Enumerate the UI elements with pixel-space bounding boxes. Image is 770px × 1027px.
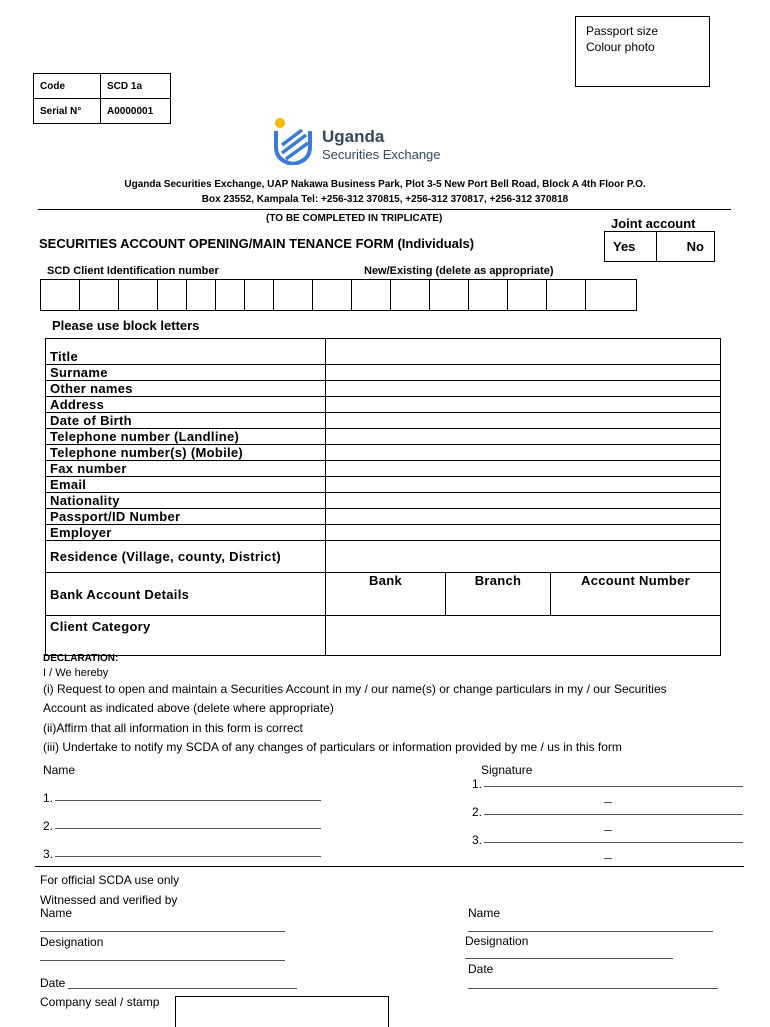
signature-3-number: 3.: [472, 833, 483, 847]
header-divider: [38, 209, 731, 210]
field-client-category-label: Client Category: [46, 616, 326, 656]
field-title-label: Title: [46, 339, 326, 365]
declaration-item1b: Account as indicated above (delete where appropriate): [43, 701, 334, 715]
field-email-label: Email: [46, 477, 326, 493]
official-name-label-right: Name: [468, 906, 501, 920]
field-tel-landline-input[interactable]: [326, 429, 721, 445]
id-box[interactable]: [118, 279, 158, 311]
field-employer-input[interactable]: [326, 525, 721, 541]
field-surname-label: Surname: [46, 365, 326, 381]
serial-value: A0000001: [101, 99, 171, 124]
id-box[interactable]: [585, 279, 637, 311]
field-address-label: Address: [46, 397, 326, 413]
address-line2: Box 23552, Kampala Tel: +256-312 370815, +256-312 370817, +256-312 370818: [201, 194, 569, 205]
field-fax-input[interactable]: [326, 461, 721, 477]
field-tel-mobile-input[interactable]: [326, 445, 721, 461]
witnessed-label: Witnessed and verified by: [40, 893, 178, 907]
address-line1: Uganda Securities Exchange, UAP Nakawa Business Park, Plot 3-5 New Port Bell Road, Block A 4th Floor P.O.: [124, 179, 646, 190]
id-box[interactable]: [429, 279, 469, 311]
field-other-names-label: Other names: [46, 381, 326, 397]
code-label: Code: [34, 74, 101, 99]
joint-account-box: [604, 231, 715, 262]
official-designation-line-right[interactable]: [465, 958, 673, 959]
official-divider: [35, 866, 744, 867]
field-title-input[interactable]: [326, 339, 721, 365]
id-box[interactable]: [507, 279, 547, 311]
official-date-label-left: Date: [40, 976, 66, 990]
id-box[interactable]: [186, 279, 216, 311]
signature-3-line[interactable]: [484, 842, 743, 843]
field-email-input[interactable]: [326, 477, 721, 493]
signature-2-number: 2.: [472, 805, 483, 819]
joint-no[interactable]: No: [686, 239, 704, 254]
code-value: SCD 1a: [101, 74, 171, 99]
field-dob-input[interactable]: [326, 413, 721, 429]
logo-name: Uganda: [322, 127, 385, 146]
id-box[interactable]: [546, 279, 586, 311]
joint-account-label: Joint account: [611, 216, 696, 231]
official-designation-label-left: Designation: [40, 935, 104, 949]
photo-box-line2: Colour photo: [586, 40, 655, 54]
field-address-input[interactable]: [326, 397, 721, 413]
id-box[interactable]: [40, 279, 80, 311]
declaration-item1a: (i) Request to open and maintain a Securities Account in my / our name(s) or change particulars in my / our Securities: [43, 682, 667, 696]
id-box[interactable]: [215, 279, 245, 311]
id-box[interactable]: [273, 279, 313, 311]
new-existing-label: New/Existing (delete as appropriate): [364, 265, 554, 277]
personal-details-table: [45, 338, 721, 656]
form-title: SECURITIES ACCOUNT OPENING/MAIN TENANCE FORM (Individuals): [39, 236, 475, 251]
declaration-heading: DECLARATION:: [43, 653, 119, 664]
official-date-label-right: Date: [468, 962, 494, 976]
field-tel-mobile-label: Telephone number(s) (Mobile): [46, 445, 326, 461]
signature-3-tail: [604, 858, 612, 859]
official-heading: For official SCDA use only: [40, 873, 180, 887]
signature-1-tail: [604, 802, 612, 803]
serial-label: Serial N°: [34, 99, 101, 124]
name-2-line[interactable]: [55, 828, 321, 829]
use-logo-icon: [272, 117, 318, 165]
field-residence-label: Residence (Village, county, District): [46, 541, 326, 573]
company-seal-box[interactable]: [175, 996, 389, 1027]
field-dob-label: Date of Birth: [46, 413, 326, 429]
official-name-label-left: Name: [40, 906, 73, 920]
passport-photo-box[interactable]: [575, 16, 710, 87]
name-1-line[interactable]: [55, 800, 321, 801]
company-seal-label: Company seal / stamp: [40, 995, 160, 1009]
signature-1-number: 1.: [472, 777, 483, 791]
name-2-number: 2.: [43, 819, 54, 833]
official-name-line-left[interactable]: [40, 931, 285, 932]
bank-column[interactable]: Bank: [326, 573, 446, 616]
field-other-names-input[interactable]: [326, 381, 721, 397]
use-logo: [272, 117, 472, 167]
official-date-line-right[interactable]: [468, 988, 718, 989]
logo-sub: Securities Exchange: [322, 147, 441, 162]
triplicate-note: (TO BE COMPLETED IN TRIPLICATE): [266, 213, 443, 224]
field-tel-landline-label: Telephone number (Landline): [46, 429, 326, 445]
name-3-line[interactable]: [55, 856, 321, 857]
joint-yes[interactable]: Yes: [605, 232, 657, 261]
field-passport-label: Passport/ID Number: [46, 509, 326, 525]
id-box[interactable]: [351, 279, 391, 311]
id-box[interactable]: [468, 279, 508, 311]
signature-1-line[interactable]: [484, 786, 743, 787]
field-residence-input[interactable]: [326, 541, 721, 573]
name-1-number: 1.: [43, 791, 54, 805]
scd-id-boxes: [41, 279, 637, 311]
field-client-category-input[interactable]: [326, 616, 721, 656]
branch-column[interactable]: Branch: [446, 573, 551, 616]
declaration-item3: (iii) Undertake to notify my SCDA of any changes of particulars or information provided by me / us in this form: [43, 740, 622, 754]
code-table: [33, 73, 171, 124]
block-letters-note: Please use block letters: [52, 318, 200, 333]
id-box[interactable]: [244, 279, 274, 311]
field-bank-details-label: Bank Account Details: [46, 573, 326, 616]
id-box[interactable]: [79, 279, 119, 311]
field-passport-input[interactable]: [326, 509, 721, 525]
field-nationality-label: Nationality: [46, 493, 326, 509]
scd-id-label: SCD Client Identification number: [47, 265, 219, 277]
signature-column-label: Signature: [481, 763, 533, 777]
id-box[interactable]: [390, 279, 430, 311]
name-column-label: Name: [43, 763, 76, 777]
id-box[interactable]: [157, 279, 187, 311]
name-3-number: 3.: [43, 847, 54, 861]
id-box[interactable]: [312, 279, 352, 311]
signature-2-line[interactable]: [484, 814, 743, 815]
photo-box-line1: Passport size: [586, 24, 659, 38]
field-employer-label: Employer: [46, 525, 326, 541]
official-designation-label-right: Designation: [465, 934, 529, 948]
field-surname-input[interactable]: [326, 365, 721, 381]
declaration-hereby: I / We hereby: [43, 667, 109, 679]
official-date-line-left[interactable]: [68, 988, 297, 989]
account-number-column[interactable]: Account Number: [551, 573, 721, 616]
official-name-line-right[interactable]: [468, 931, 713, 932]
field-nationality-input[interactable]: [326, 493, 721, 509]
official-designation-line-left[interactable]: [40, 960, 285, 961]
field-fax-label: Fax number: [46, 461, 326, 477]
declaration-item2: (ii)Affirm that all information in this form is correct: [43, 721, 303, 735]
signature-2-tail: [604, 830, 612, 831]
